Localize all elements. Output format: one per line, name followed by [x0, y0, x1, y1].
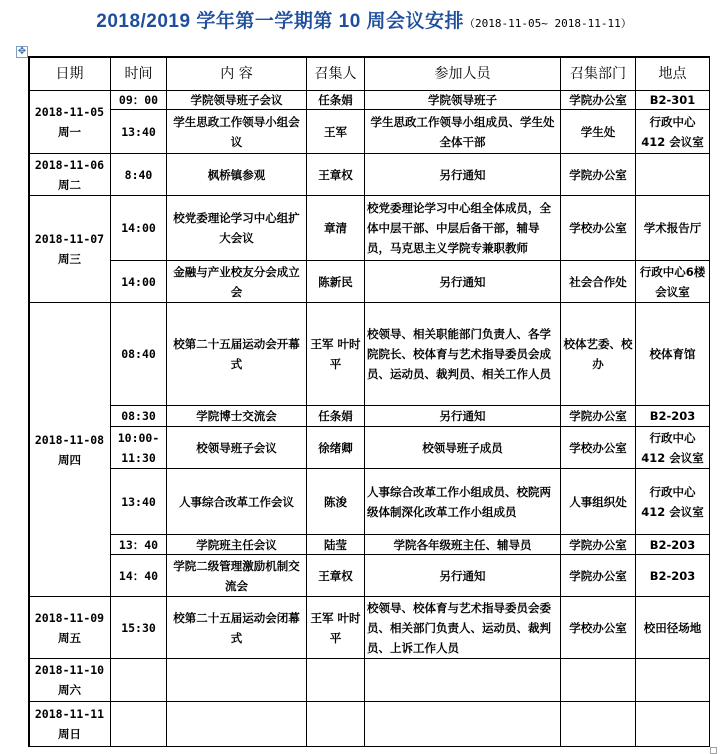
- convener-cell: 王军 叶时平: [306, 596, 365, 659]
- attendees-cell: 学院领导班子: [364, 90, 561, 110]
- department-cell: 校体艺委、校办: [560, 302, 636, 406]
- attendees-cell: 另行通知: [364, 405, 561, 427]
- time-cell: 13:40: [110, 109, 167, 154]
- location-cell: [635, 658, 710, 702]
- date-range: （2018-11-05~ 2018-11-11）: [464, 17, 632, 30]
- attendees-cell: 另行通知: [364, 554, 561, 597]
- date-text: 2018-11-11: [34, 707, 105, 721]
- convener-cell: 任条娟: [306, 90, 365, 110]
- date-text: 2018-11-05: [34, 105, 105, 119]
- location-cell: 行政中心412 会议室: [635, 109, 710, 154]
- content-cell: 金融与产业校友分会成立会: [166, 260, 307, 303]
- department-cell: 学院办公室: [560, 405, 636, 427]
- attendees-cell: 校党委理论学习中心组全体成员，全体中层干部、中层后备干部，辅导员，马克思主义学院专兼职教师: [364, 195, 561, 261]
- convener-cell: 王军 叶时平: [306, 302, 365, 406]
- header-department: 召集部门: [560, 56, 636, 91]
- header-location: 地点: [635, 56, 710, 91]
- date-cell: [28, 658, 111, 702]
- convener-cell: 陈浚: [306, 468, 365, 535]
- department-cell: 社会合作处: [560, 260, 636, 303]
- time-cell: 08:40: [110, 302, 167, 406]
- time-cell: 14:00: [110, 260, 167, 303]
- attendees-cell: 另行通知: [364, 260, 561, 303]
- time-cell: 09：00: [110, 90, 167, 110]
- department-cell: 学院办公室: [560, 554, 636, 597]
- header-convener: 召集人: [306, 56, 365, 91]
- content-cell: 校领导班子会议: [166, 426, 307, 469]
- location-cell: 校体育馆: [635, 302, 710, 406]
- convener-cell: 王章权: [306, 554, 365, 597]
- department-cell: 学校办公室: [560, 596, 636, 659]
- date-text: 2018-11-09: [34, 610, 105, 625]
- content-cell: 枫桥镇参观: [166, 153, 307, 196]
- attendees-cell: 校领导班子成员: [364, 426, 561, 469]
- location-cell: B2-301: [635, 90, 710, 110]
- attendees-cell: 校领导、校体育与艺术指导委员会委员、相关部门负责人、运动员、裁判员、上诉工作人员: [364, 596, 561, 659]
- time-cell: 10:00-11:30: [110, 426, 167, 469]
- attendees-cell: 人事综合改革工作小组成员、校院两级体制深化改革工作小组成员: [364, 468, 561, 535]
- time-cell: 8:40: [110, 153, 167, 196]
- time-cell: 14:00: [110, 195, 167, 261]
- content-cell: 学生思政工作领导小组会议: [166, 109, 307, 154]
- location-cell: B2-203: [635, 554, 710, 597]
- department-cell: 学生处: [560, 109, 636, 154]
- department-cell: 学院办公室: [560, 153, 636, 196]
- location-cell: B2-203: [635, 534, 710, 555]
- date-cell: [28, 153, 111, 196]
- location-cell: 行政中心412 会议室: [635, 426, 710, 469]
- content-cell: 校党委理论学习中心组扩大会议: [166, 195, 307, 261]
- convener-cell: [306, 658, 365, 702]
- convener-cell: [306, 701, 365, 747]
- header-date: 日期: [28, 56, 111, 91]
- time-cell: 14：40: [110, 554, 167, 597]
- weekday-text: 周六: [58, 683, 81, 697]
- content-cell: 校第二十五届运动会闭幕式: [166, 596, 307, 659]
- content-cell: 学院二级管理激励机制交流会: [166, 554, 307, 597]
- convener-cell: 章清: [306, 195, 365, 261]
- attendees-cell: [364, 658, 561, 702]
- location-cell: [635, 153, 710, 196]
- date-text: 2018-11-10: [34, 663, 105, 677]
- time-cell: 13:40: [110, 468, 167, 535]
- department-cell: [560, 701, 636, 747]
- time-cell: [110, 658, 167, 702]
- weekday-text: 周二: [58, 177, 81, 192]
- convener-cell: 王章权: [306, 153, 365, 196]
- time-cell: 15:30: [110, 596, 167, 659]
- date-cell: [28, 195, 111, 303]
- weekday-text: 周三: [58, 252, 81, 266]
- header-content: 内 容: [166, 56, 307, 91]
- convener-cell: 徐绪卿: [306, 426, 365, 469]
- date-text: 2018-11-07: [34, 232, 105, 246]
- time-cell: [110, 701, 167, 747]
- header-attendees: 参加人员: [364, 56, 561, 91]
- location-cell: 校田径场地: [635, 596, 710, 659]
- department-cell: 学院办公室: [560, 534, 636, 555]
- date-cell: [28, 302, 111, 597]
- convener-cell: 王军: [306, 109, 365, 154]
- date-text: 2018-11-06: [34, 157, 105, 172]
- content-cell: [166, 658, 307, 702]
- content-cell: 学院博士交流会: [166, 405, 307, 427]
- time-cell: 08:30: [110, 405, 167, 427]
- department-cell: 学校办公室: [560, 195, 636, 261]
- attendees-cell: 学院各年级班主任、辅导员: [364, 534, 561, 555]
- date-cell: [28, 596, 111, 659]
- location-cell: B2-203: [635, 405, 710, 427]
- weekday-text: 周一: [58, 125, 81, 139]
- location-cell: [635, 701, 710, 747]
- resize-handle-icon[interactable]: [710, 747, 717, 754]
- time-cell: 13：40: [110, 534, 167, 555]
- weekday-text: 周五: [58, 630, 81, 645]
- weekday-text: 周日: [58, 727, 81, 741]
- department-cell: [560, 658, 636, 702]
- content-cell: 校第二十五届运动会开幕式: [166, 302, 307, 406]
- location-cell: 行政中心6楼会议室: [635, 260, 710, 303]
- department-cell: 学校办公室: [560, 426, 636, 469]
- move-handle-icon[interactable]: ✥: [17, 46, 27, 57]
- date-text: 2018-11-08: [34, 432, 105, 447]
- content-cell: [166, 701, 307, 747]
- date-cell: [28, 701, 111, 747]
- page-title: 2018/2019 学年第一学期第 10 周会议安排: [96, 11, 465, 32]
- convener-cell: 陆莹: [306, 534, 365, 555]
- department-cell: 人事组织处: [560, 468, 636, 535]
- date-cell: [28, 90, 111, 154]
- content-cell: 学院班主任会议: [166, 534, 307, 555]
- content-cell: 人事综合改革工作会议: [166, 468, 307, 535]
- location-cell: 行政中心412 会议室: [635, 468, 710, 535]
- convener-cell: 任条娟: [306, 405, 365, 427]
- department-cell: 学院办公室: [560, 90, 636, 110]
- location-cell: 学术报告厅: [635, 195, 710, 261]
- attendees-cell: 学生思政工作领导小组成员、学生处全体干部: [364, 109, 561, 154]
- attendees-cell: 另行通知: [364, 153, 561, 196]
- weekday-text: 周四: [58, 452, 81, 467]
- content-cell: 学院领导班子会议: [166, 90, 307, 110]
- attendees-cell: 校领导、相关职能部门负责人、各学院院长、校体育与艺术指导委员会成员、运动员、裁判员、相关工作人员: [364, 302, 561, 406]
- attendees-cell: [364, 701, 561, 747]
- header-time: 时间: [110, 56, 167, 91]
- convener-cell: 陈新民: [306, 260, 365, 303]
